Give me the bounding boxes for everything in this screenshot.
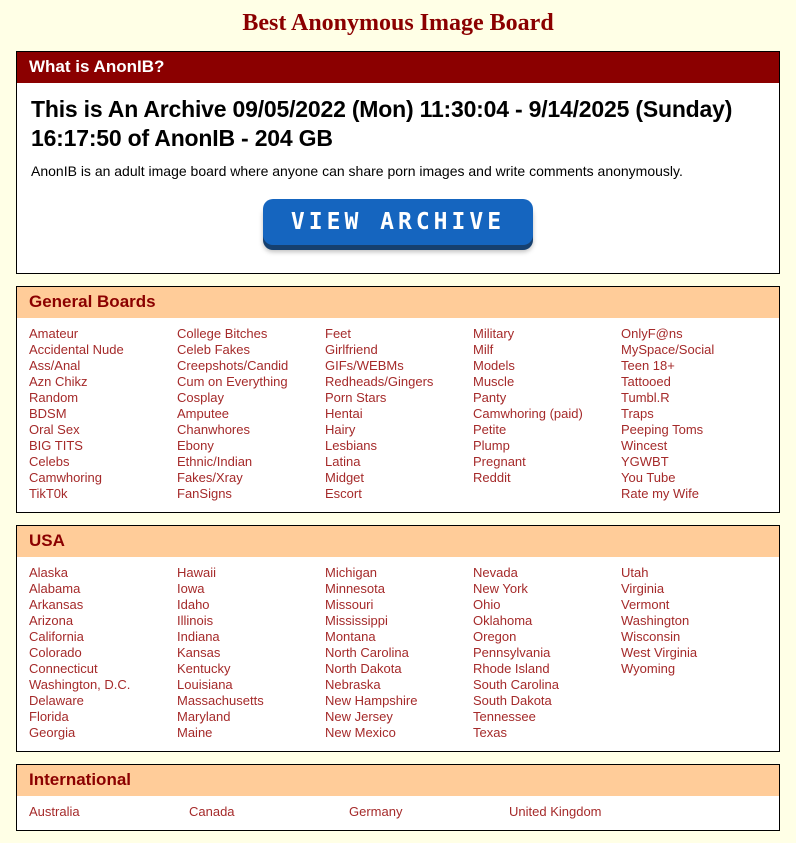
state-link[interactable]: Maryland — [177, 708, 231, 724]
board-link[interactable]: FanSigns — [177, 485, 232, 501]
country-link[interactable]: United Kingdom — [509, 803, 602, 819]
board-link[interactable]: Camwhoring (paid) — [473, 405, 583, 421]
state-link[interactable]: Oregon — [473, 628, 517, 644]
state-link[interactable]: Wyoming — [621, 660, 676, 676]
country-column — [349, 804, 509, 820]
international-columns — [17, 796, 779, 830]
state-link[interactable]: Connecticut — [29, 660, 98, 676]
view-archive-button[interactable]: VIEW ARCHIVE — [263, 199, 533, 245]
state-link[interactable]: South Dakota — [473, 692, 552, 708]
info-box-header-label: What is AnonIB? — [29, 57, 165, 76]
board-link[interactable]: Chanwhores — [177, 421, 250, 437]
board-link[interactable]: Models — [473, 357, 515, 373]
country-column — [189, 804, 349, 820]
country-column — [29, 804, 189, 820]
board-link[interactable]: Cosplay — [177, 389, 224, 405]
state-link[interactable]: Virginia — [621, 580, 665, 596]
board-link[interactable]: Wincest — [621, 437, 668, 453]
state-link[interactable]: Idaho — [177, 596, 210, 612]
state-link[interactable]: New York — [473, 580, 528, 596]
board-link[interactable]: Redheads/Gingers — [325, 373, 434, 389]
archive-heading: This is An Archive 09/05/2022 (Mon) 11:30:04 - 9/14/2025 (Sunday) 16:17:50 of AnonIB - 204 GB — [31, 96, 733, 151]
board-link[interactable]: Fakes/Xray — [177, 469, 243, 485]
state-link[interactable]: Michigan — [325, 564, 378, 580]
state-column — [473, 565, 621, 741]
state-link[interactable]: Tennessee — [473, 708, 536, 724]
general-boards-columns — [17, 318, 779, 512]
state-link[interactable]: Rhode Island — [473, 660, 550, 676]
state-link[interactable]: Nebraska — [325, 676, 381, 692]
board-link[interactable]: Panty — [473, 389, 507, 405]
board-link[interactable]: Peeping Toms — [621, 421, 704, 437]
board-column — [621, 326, 769, 502]
board-link[interactable]: Traps — [621, 405, 654, 421]
info-box — [16, 51, 780, 274]
country-link[interactable]: Canada — [189, 803, 235, 819]
board-link[interactable]: Hairy — [325, 421, 356, 437]
board-link[interactable]: Camwhoring — [29, 469, 102, 485]
state-link[interactable]: Kansas — [177, 644, 221, 660]
board-link[interactable]: You Tube — [621, 469, 676, 485]
state-link[interactable]: Indiana — [177, 628, 220, 644]
board-link[interactable]: Pregnant — [473, 453, 526, 469]
board-link[interactable]: Milf — [473, 341, 494, 357]
state-link[interactable]: Colorado — [29, 644, 82, 660]
page-title: Best Anonymous Image Board — [242, 10, 554, 36]
board-link[interactable]: MySpace/Social — [621, 341, 715, 357]
board-link[interactable]: BIG TITS — [29, 437, 83, 453]
board-link[interactable]: Random — [29, 389, 79, 405]
state-column — [177, 565, 325, 741]
board-link[interactable]: Amputee — [177, 405, 230, 421]
state-link[interactable]: North Dakota — [325, 660, 402, 676]
board-link[interactable]: YGWBT — [621, 453, 669, 469]
state-link[interactable]: North Carolina — [325, 644, 409, 660]
state-link[interactable]: Maine — [177, 724, 213, 740]
board-link[interactable]: Teen 18+ — [621, 357, 675, 373]
state-link[interactable]: Nevada — [473, 564, 518, 580]
board-link[interactable]: Cum on Everything — [177, 373, 288, 389]
archive-description: AnonIB is an adult image board where anyone can share porn images and write comments anonymously. — [31, 162, 683, 179]
state-link[interactable]: West Virginia — [621, 644, 698, 660]
state-link[interactable]: Montana — [325, 628, 376, 644]
state-link[interactable]: New Mexico — [325, 724, 396, 740]
state-column — [325, 565, 473, 741]
board-link[interactable]: Oral Sex — [29, 421, 80, 437]
board-link[interactable]: Feet — [325, 325, 352, 341]
state-link[interactable]: Florida — [29, 708, 69, 724]
board-link[interactable]: OnlyF@ns — [621, 325, 683, 341]
board-column — [325, 326, 473, 502]
board-link[interactable]: Celeb Fakes — [177, 341, 250, 357]
state-column — [621, 565, 769, 741]
state-link[interactable]: California — [29, 628, 84, 644]
general-boards-title: General Boards — [29, 291, 156, 311]
button-row — [31, 195, 765, 249]
usa-section — [16, 525, 780, 752]
board-link[interactable]: GIFs/WEBMs — [325, 357, 404, 373]
board-link[interactable]: TikT0k — [29, 485, 68, 501]
board-link[interactable]: Rate my Wife — [621, 485, 700, 501]
board-link[interactable]: Military — [473, 325, 515, 341]
international-header — [17, 765, 779, 796]
state-link[interactable]: New Hampshire — [325, 692, 418, 708]
state-link[interactable]: Arkansas — [29, 596, 84, 612]
board-link[interactable]: Accidental Nude — [29, 341, 124, 357]
board-column — [177, 326, 325, 502]
board-link[interactable]: Girlfriend — [325, 341, 378, 357]
board-link[interactable]: Ebony — [177, 437, 214, 453]
board-link[interactable]: BDSM — [29, 405, 67, 421]
state-link[interactable]: Alabama — [29, 580, 81, 596]
state-link[interactable]: Utah — [621, 564, 649, 580]
state-link[interactable]: Ohio — [473, 596, 501, 612]
state-link[interactable]: Delaware — [29, 692, 84, 708]
country-link[interactable]: Germany — [349, 803, 403, 819]
state-link[interactable]: Arizona — [29, 612, 74, 628]
board-link[interactable]: Plump — [473, 437, 510, 453]
state-link[interactable]: Washington, D.C. — [29, 676, 131, 692]
state-column — [29, 565, 177, 741]
state-link[interactable]: Missouri — [325, 596, 374, 612]
state-link[interactable]: Wisconsin — [621, 628, 681, 644]
state-link[interactable]: Louisiana — [177, 676, 233, 692]
board-link[interactable]: Latina — [325, 453, 361, 469]
state-link[interactable]: Hawaii — [177, 564, 217, 580]
board-link[interactable]: Ass/Anal — [29, 357, 81, 373]
board-link[interactable]: Hentai — [325, 405, 363, 421]
board-link[interactable]: Lesbians — [325, 437, 378, 453]
state-link[interactable]: Oklahoma — [473, 612, 533, 628]
state-link[interactable]: New Jersey — [325, 708, 393, 724]
board-link[interactable]: Porn Stars — [325, 389, 387, 405]
state-link[interactable]: Iowa — [177, 580, 205, 596]
country-link[interactable]: Australia — [29, 803, 80, 819]
state-link[interactable]: Pennsylvania — [473, 644, 551, 660]
usa-header — [17, 526, 779, 557]
country-column — [509, 804, 669, 820]
board-link[interactable]: Escort — [325, 485, 362, 501]
board-column — [473, 326, 621, 502]
board-link[interactable]: Tattooed — [621, 373, 671, 389]
state-link[interactable]: Texas — [473, 724, 507, 740]
state-link[interactable]: Georgia — [29, 724, 76, 740]
board-link[interactable]: Reddit — [473, 469, 511, 485]
board-link[interactable]: Muscle — [473, 373, 515, 389]
state-link[interactable]: Minnesota — [325, 580, 385, 596]
board-link[interactable]: Tumbl.R — [621, 389, 670, 405]
state-link[interactable]: Alaska — [29, 564, 69, 580]
state-link[interactable]: Washington — [621, 612, 690, 628]
info-box-content — [17, 83, 779, 273]
board-link[interactable]: Midget — [325, 469, 365, 485]
general-boards-header — [17, 287, 779, 318]
international-section — [16, 764, 780, 831]
board-link[interactable]: Creepshots/Candid — [177, 357, 289, 373]
board-link[interactable]: Amateur — [29, 325, 79, 341]
info-box-header — [17, 52, 779, 83]
board-link[interactable]: Petite — [473, 421, 507, 437]
state-link[interactable]: Massachusetts — [177, 692, 264, 708]
usa-title: USA — [29, 530, 65, 550]
board-link[interactable]: Azn Chikz — [29, 373, 88, 389]
board-link[interactable]: Ethnic/Indian — [177, 453, 253, 469]
usa-columns — [17, 557, 779, 751]
board-column — [29, 326, 177, 502]
board-link[interactable]: College Bitches — [177, 325, 268, 341]
state-link[interactable]: Illinois — [177, 612, 214, 628]
state-link[interactable]: South Carolina — [473, 676, 559, 692]
state-link[interactable]: Kentucky — [177, 660, 231, 676]
international-title: International — [29, 769, 132, 789]
board-link[interactable]: Celebs — [29, 453, 70, 469]
state-link[interactable]: Mississippi — [325, 612, 388, 628]
state-link[interactable]: Vermont — [621, 596, 670, 612]
general-boards-section — [16, 286, 780, 513]
